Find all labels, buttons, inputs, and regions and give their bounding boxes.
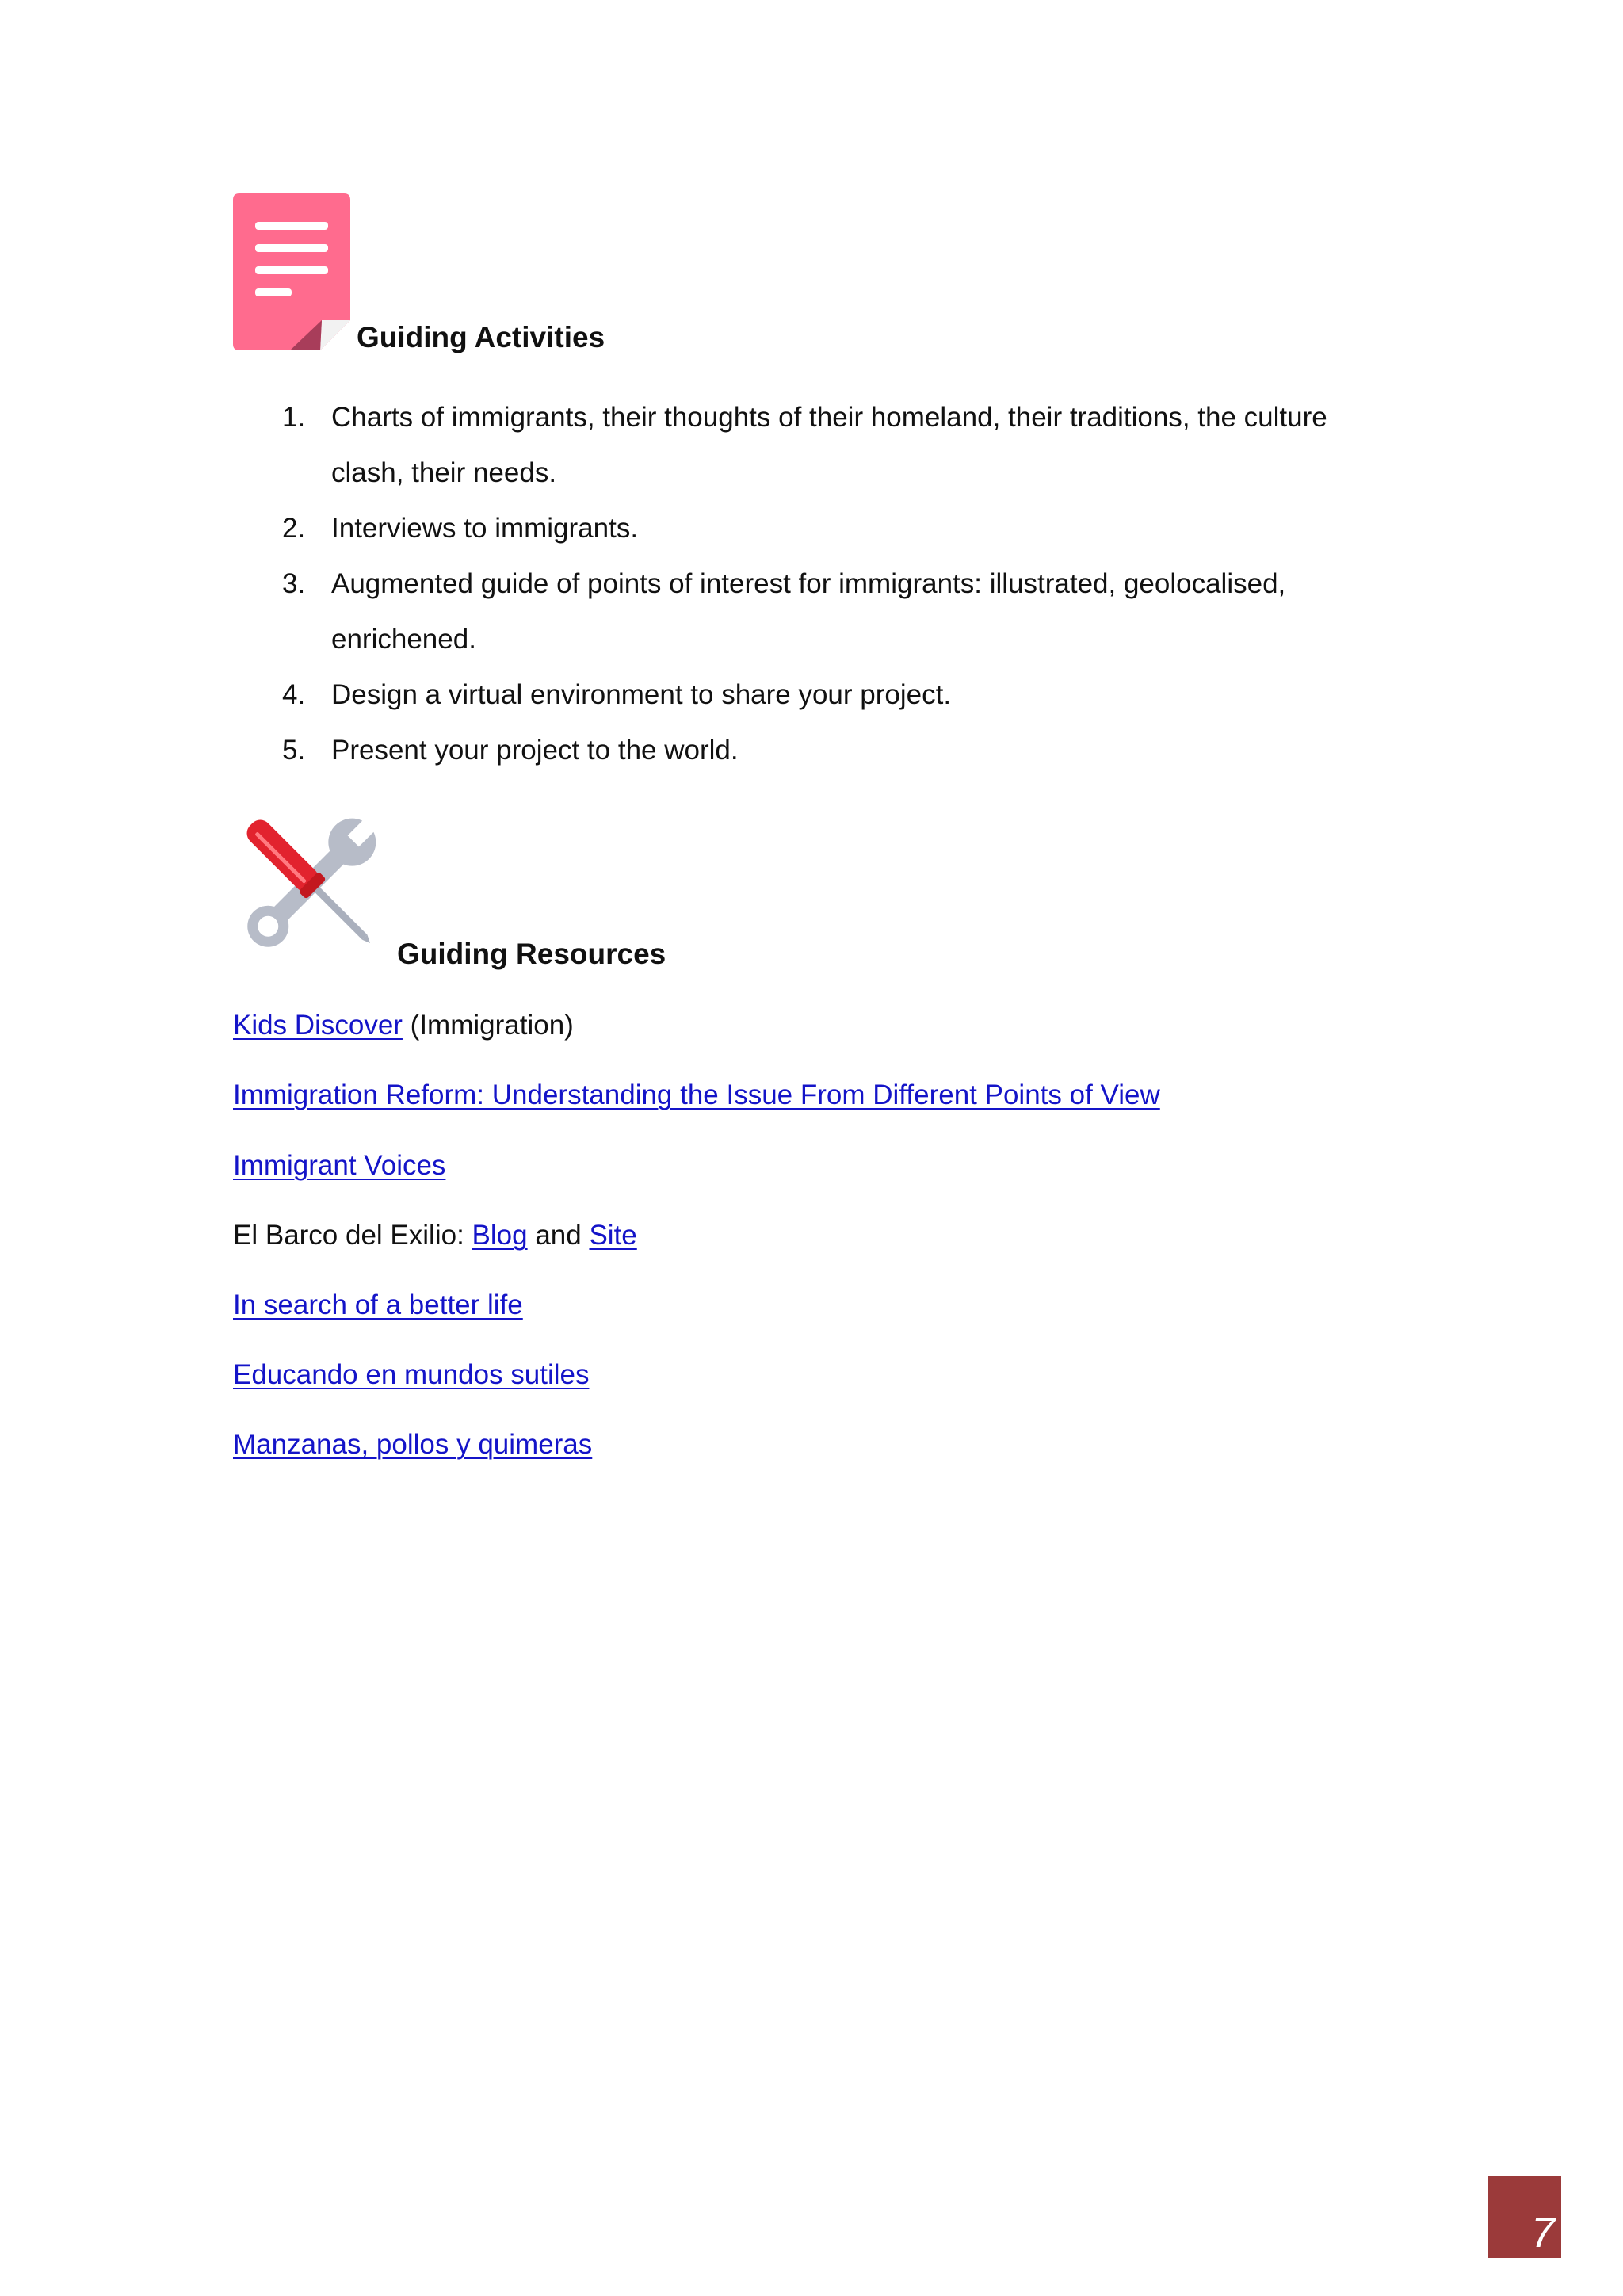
resource-link-manzanas[interactable]: Manzanas, pollos y quimeras — [233, 1429, 593, 1460]
list-item — [277, 723, 1403, 778]
list-number: 1. — [282, 402, 306, 433]
resource-connector: and — [527, 1220, 590, 1251]
resource-link-immigration-reform[interactable]: Immigration Reform: Understanding the Issue From Different Points of View — [233, 1079, 1160, 1110]
list-number: 3. — [282, 568, 306, 599]
resource-note: (Immigration) — [402, 1010, 574, 1041]
resource-link-blog[interactable]: Blog — [472, 1220, 528, 1251]
resource-label: El Barco del Exilio: — [233, 1220, 472, 1251]
list-number: 5. — [282, 735, 306, 766]
list-text: Interviews to immigrants. — [331, 513, 639, 544]
list-item — [277, 667, 1403, 723]
resource-line — [233, 1148, 445, 1183]
resource-line — [233, 1288, 523, 1323]
list-item — [277, 501, 1403, 556]
resource-line — [233, 1078, 1160, 1113]
resource-link-kids-discover[interactable]: Kids Discover — [233, 1010, 403, 1041]
resource-link-immigrant-voices[interactable]: Immigrant Voices — [233, 1150, 446, 1181]
section-heading-activities: Guiding Activities — [357, 321, 605, 353]
resource-link-mundos-sutiles[interactable]: Educando en mundos sutiles — [233, 1359, 590, 1390]
wrench-screwdriver-icon — [231, 804, 390, 963]
page-number-badge — [1488, 2176, 1561, 2262]
page-number-underline — [1488, 2258, 1561, 2262]
resource-line — [233, 1358, 589, 1392]
resource-link-better-life[interactable]: In search of a better life — [233, 1289, 523, 1320]
resource-line — [233, 1008, 574, 1043]
list-number: 2. — [282, 513, 306, 544]
note-document-icon — [233, 193, 350, 350]
list-text: Charts of immigrants, their thoughts of their homeland, their traditions, the culture clash, their needs. — [331, 402, 1327, 488]
list-text: Present your project to the world. — [331, 735, 739, 766]
list-number: 4. — [282, 679, 306, 710]
list-item — [277, 390, 1403, 501]
resource-link-site[interactable]: Site — [589, 1220, 637, 1251]
page-number: 7 — [1530, 2209, 1555, 2256]
list-item — [277, 556, 1403, 667]
list-text: Augmented guide of points of interest for immigrants: illustrated, geolocalised, enrichened. — [331, 568, 1286, 655]
activities-list — [277, 390, 1403, 778]
resource-line — [233, 1218, 637, 1253]
list-text: Design a virtual environment to share your project. — [331, 679, 952, 710]
resource-line — [233, 1427, 592, 1462]
section-heading-resources: Guiding Resources — [397, 938, 666, 970]
